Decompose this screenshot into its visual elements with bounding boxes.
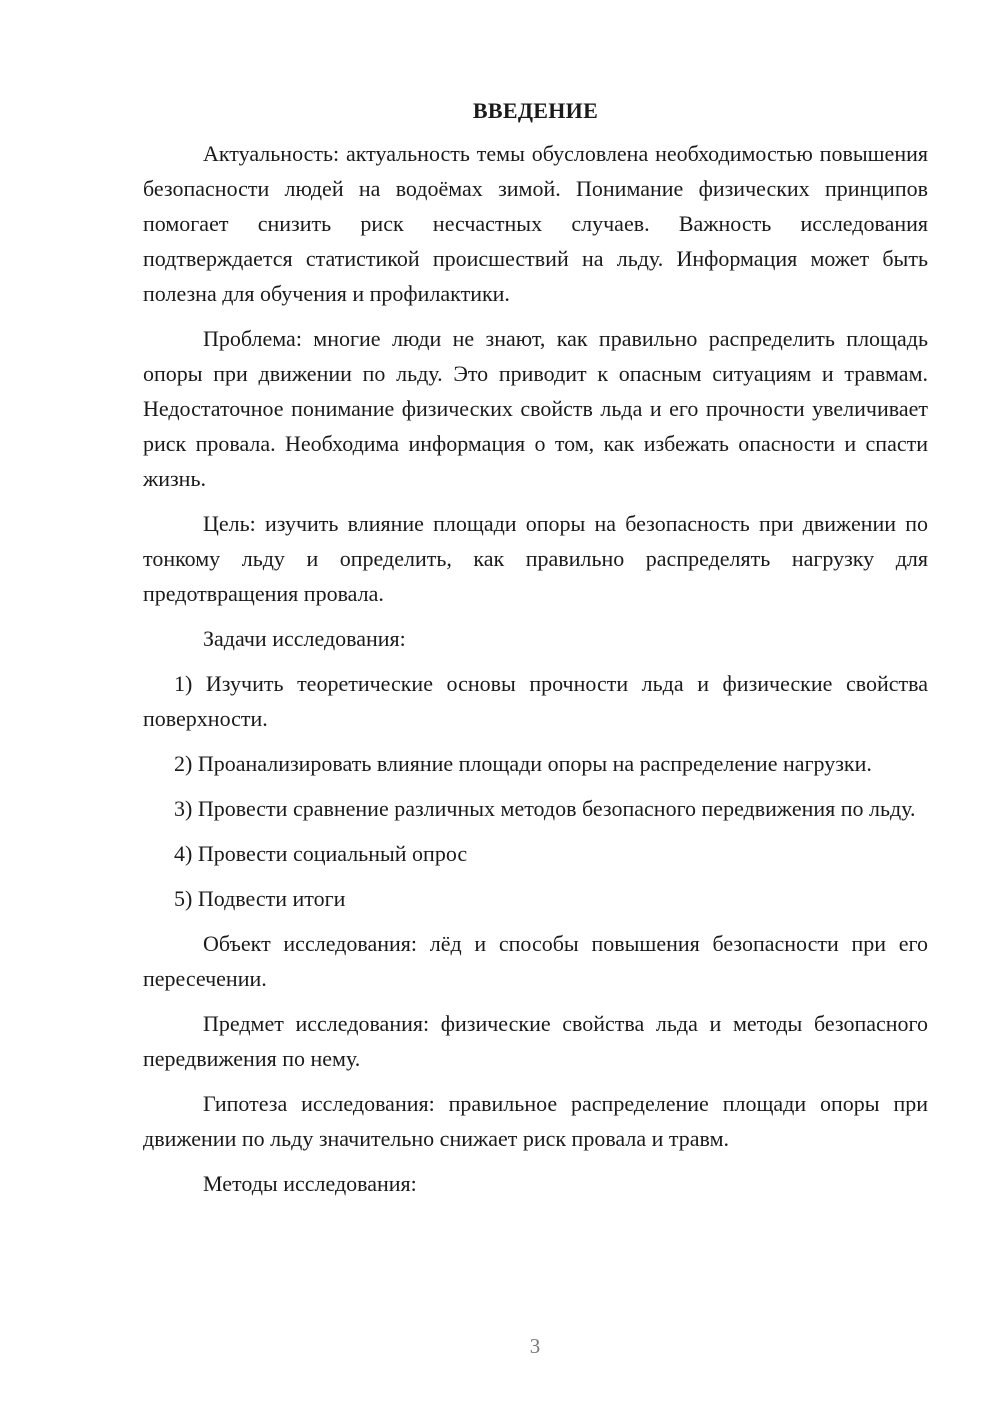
paragraph-tasks-title: Задачи исследования: <box>203 626 406 651</box>
paragraph-problem: Проблема: многие люди не знают, как правильно распределить площадь опоры при движении по льду. Это приводит к опасным ситуациям и травмам. Недостаточное понимание физических свойств льда и его прочности увеличивает риск провала. Необходима информация о том, как избежать опасности и спасти жизнь. <box>143 326 928 491</box>
task-item-2: 2) Проанализировать влияние площади опоры на распределение нагрузки. <box>174 751 872 776</box>
paragraph-subject: Предмет исследования: физические свойства льда и методы безопасного передвижения по нему. <box>143 1011 928 1071</box>
paragraph-methods-title: Методы исследования: <box>203 1171 417 1196</box>
paragraph-object: Объект исследования: лёд и способы повышения безопасности при его пересечении. <box>143 931 928 991</box>
paragraph-goal: Цель: изучить влияние площади опоры на безопасность при движении по тонкому льду и определить, как правильно распределять нагрузку для предотвращения провала. <box>143 511 928 606</box>
task-item-5: 5) Подвести итоги <box>174 886 346 911</box>
page-number: 3 <box>529 1334 541 1358</box>
task-item-4: 4) Провести социальный опрос <box>174 841 468 866</box>
task-item-1: 1) Изучить теоретические основы прочности льда и физические свойства поверхности. <box>143 671 928 731</box>
page-content <box>143 94 928 1211</box>
section-heading: ВВЕДЕНИЕ <box>472 98 599 123</box>
paragraph-hypothesis: Гипотеза исследования: правильное распределение площади опоры при движении по льду значительно снижает риск провала и травм. <box>143 1091 928 1151</box>
paragraph-relevance: Актуальность: актуальность темы обусловлена необходимостью повышения безопасности людей на водоёмах зимой. Понимание физических принципов помогает снизить риск несчастных случаев. Важность исследования подтверждается статистикой происшествий на льду. Информация может быть полезна для обучения и профилактики. <box>143 141 928 306</box>
task-item-3: 3) Провести сравнение различных методов безопасного передвижения по льду. <box>174 796 916 821</box>
